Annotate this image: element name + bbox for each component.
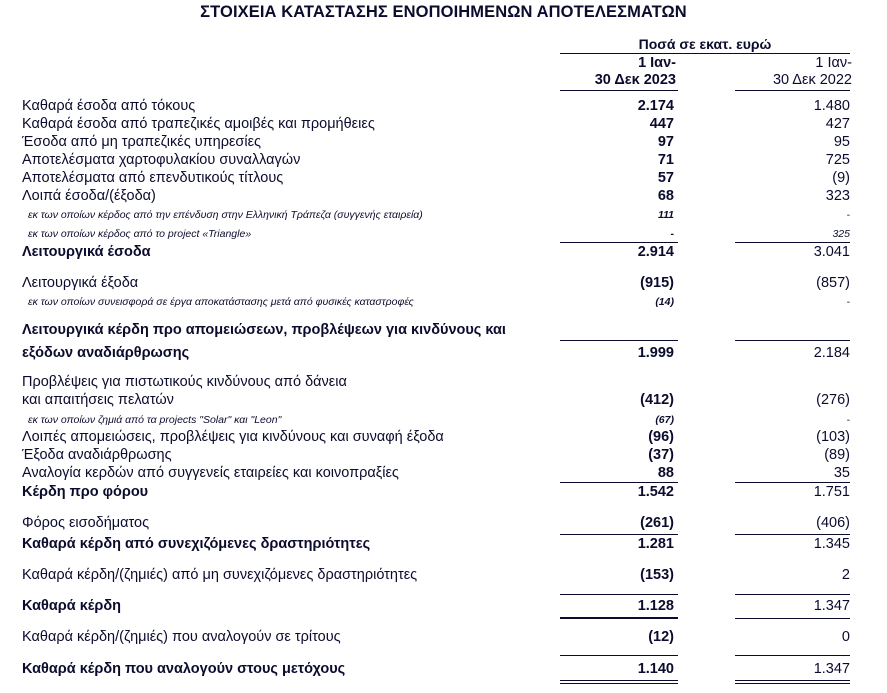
value-2022: (276) [816, 392, 850, 408]
row-label: Κέρδη προ φόρου [22, 484, 149, 500]
value-2023: 1.281 [637, 536, 674, 552]
row-label: εκ των οποίων κέρδος από την επένδυση στην Ελληνική Τράπεζα (συγγενής εταιρεία) [28, 209, 423, 221]
value-2023: (37) [648, 447, 674, 463]
value-2022: 1.751 [813, 484, 850, 500]
value-2023: 68 [657, 188, 674, 204]
column-header-divider [735, 90, 850, 91]
row-label: Αναλογία κερδών από συγγενείς εταιρείες και κοινοπραξίες [22, 465, 399, 481]
total-divider [735, 683, 850, 684]
value-2023: 2.914 [637, 244, 674, 260]
table-row [0, 170, 887, 187]
value-2022: 95 [833, 134, 850, 150]
value-2023: 1.542 [637, 484, 674, 500]
value-2022: 427 [825, 116, 850, 132]
table-row [0, 134, 887, 151]
value-2022: - [846, 414, 850, 426]
value-2022: - [846, 209, 850, 221]
table-row [0, 661, 887, 678]
value-2023: 111 [658, 209, 674, 221]
value-2022: (103) [816, 429, 850, 445]
table-row [0, 345, 887, 362]
subtotal-divider [560, 534, 678, 535]
value-2022: (857) [816, 275, 850, 291]
subtotal-divider [560, 242, 678, 243]
subtotal-divider [560, 655, 678, 656]
value-2022: 2.184 [813, 345, 850, 361]
value-2023: 1.128 [637, 598, 674, 614]
row-label: Καθαρά έσοδα από τόκους [22, 98, 196, 114]
row-label: εξόδων αναδιάρθρωσης [22, 345, 190, 361]
table-row [0, 429, 887, 446]
value-2023: (12) [648, 629, 674, 645]
column-header-2022-line2: 30 Δεκ 2022 [772, 72, 852, 88]
row-label: Λειτουργικά έσοδα [22, 244, 151, 260]
value-2022: 1.347 [813, 661, 850, 677]
value-2023: 2.174 [637, 98, 674, 114]
table-row [0, 484, 887, 501]
table-row [0, 567, 887, 584]
value-2022: 725 [825, 152, 850, 168]
row-label: Αποτελέσματα από επενδυτικούς τίτλους [22, 170, 284, 186]
total-divider [735, 680, 850, 681]
total-divider [560, 683, 678, 684]
value-2022: 35 [833, 465, 850, 481]
value-2022: 1.480 [813, 98, 850, 114]
total-divider [560, 617, 678, 619]
table-row [0, 515, 887, 532]
table-row [0, 188, 887, 205]
column-header-2023 [558, 55, 676, 89]
value-2023: 447 [649, 116, 674, 132]
column-header-2022-line1: 1 Ιαν- [815, 55, 852, 71]
value-2023: 1.140 [637, 661, 674, 677]
value-2022: 1.347 [813, 598, 850, 614]
row-label: Έξοδα αναδιάρθρωσης [22, 447, 172, 463]
table-row [0, 629, 887, 646]
row-label: Λειτουργικά κέρδη προ απομειώσεων, προβλέψεων για κινδύνους και [22, 322, 506, 338]
table-row [0, 536, 887, 553]
table-row [0, 207, 887, 224]
row-label: Καθαρά κέρδη από συνεχιζόμενες δραστηριότητες [22, 536, 371, 552]
table-row [0, 447, 887, 464]
subtotal-divider [735, 482, 850, 483]
subtotal-divider [735, 594, 850, 595]
subtotal-divider [560, 482, 678, 483]
unit-label: Ποσά σε εκατ. ευρώ [638, 36, 772, 52]
row-label: Αποτελέσματα χαρτοφυλακίου συναλλαγών [22, 152, 301, 168]
value-2023: (915) [640, 275, 674, 291]
column-header-2022 [734, 55, 852, 89]
row-label: Προβλέψεις για πιστωτικούς κινδύνους από δάνεια [22, 374, 347, 390]
column-header-2023-line1: 1 Ιαν- [638, 55, 676, 71]
value-2022: 325 [832, 228, 850, 240]
table-row [0, 322, 887, 339]
table-row [0, 244, 887, 261]
statement-title: ΣΤΟΙΧΕΙΑ ΚΑΤΑΣΤΑΣΗΣ ΕΝΟΠΟΙΗΜΕΝΩΝ ΑΠΟΤΕΛΕΣΜΑΤΩΝ [200, 3, 687, 21]
column-header-2023-line2: 30 Δεκ 2023 [594, 72, 676, 88]
value-2022: 2 [841, 567, 850, 583]
row-label: Λοιπές απομειώσεις, προβλέψεις για κινδύνους και συναφή έξοδα [22, 429, 444, 445]
row-label: Φόρος εισοδήματος [22, 515, 150, 531]
subtotal-divider [735, 534, 850, 535]
value-2023: 1.999 [637, 345, 674, 361]
unit-divider [560, 53, 850, 54]
row-label: Καθαρά κέρδη που αναλογούν στους μετόχους [22, 661, 346, 677]
value-2023: (153) [640, 567, 674, 583]
value-2023: (67) [655, 414, 674, 426]
subtotal-divider [735, 242, 850, 243]
value-2023: (412) [640, 392, 674, 408]
row-label: Λοιπά έσοδα/(έξοδα) [22, 188, 156, 204]
row-label: Καθαρά έσοδα από τραπεζικές αμοιβές και προμήθειες [22, 116, 375, 132]
subtotal-divider [560, 594, 678, 595]
value-2023: - [670, 228, 674, 240]
table-row [0, 412, 887, 429]
row-label: Λειτουργικά έξοδα [22, 275, 139, 291]
row-label: και απαιτήσεις πελατών [22, 392, 174, 408]
table-row [0, 465, 887, 482]
subtotal-divider [735, 655, 850, 656]
value-2023: 57 [657, 170, 674, 186]
table-row [0, 392, 887, 409]
table-row [0, 226, 887, 243]
row-label: Καθαρά κέρδη/(ζημιές) που αναλογούν σε τρίτους [22, 629, 341, 645]
value-2022: (406) [816, 515, 850, 531]
value-2022: 1.345 [813, 536, 850, 552]
subtotal-divider [560, 340, 678, 341]
table-row [0, 152, 887, 169]
column-header-divider [560, 90, 678, 91]
table-row [0, 598, 887, 615]
value-2022: (89) [824, 447, 850, 463]
value-2022: - [846, 296, 850, 308]
value-2022: 323 [825, 188, 850, 204]
row-label: Καθαρά κέρδη [22, 598, 121, 614]
value-2023: 88 [657, 465, 674, 481]
row-label: εκ των οποίων κέρδος από το project «Triangle» [28, 228, 252, 240]
total-divider [560, 680, 678, 681]
table-row [0, 98, 887, 115]
table-row [0, 374, 887, 391]
value-2022: 3.041 [813, 244, 850, 260]
subtotal-divider [735, 340, 850, 341]
value-2023: 71 [657, 152, 674, 168]
table-row [0, 275, 887, 292]
value-2023: (261) [640, 515, 674, 531]
row-label: Έσοδα από μη τραπεζικές υπηρεσίες [22, 134, 262, 150]
table-row [0, 294, 887, 311]
value-2022: (9) [832, 170, 850, 186]
value-2023: (96) [648, 429, 674, 445]
value-2023: (14) [655, 296, 674, 308]
value-2023: 97 [657, 134, 674, 150]
table-row [0, 116, 887, 133]
row-label: εκ των οποίων συνεισφορά σε έργα αποκατάστασης μετά από φυσικές καταστροφές [28, 296, 414, 308]
total-divider [735, 618, 850, 619]
row-label: εκ των οποίων ζημιά από τα projects "Solar" και "Leon" [28, 414, 282, 426]
value-2022: 0 [841, 629, 850, 645]
row-label: Καθαρά κέρδη/(ζημιές) από μη συνεχιζόμενες δραστηριότητες [22, 567, 418, 583]
